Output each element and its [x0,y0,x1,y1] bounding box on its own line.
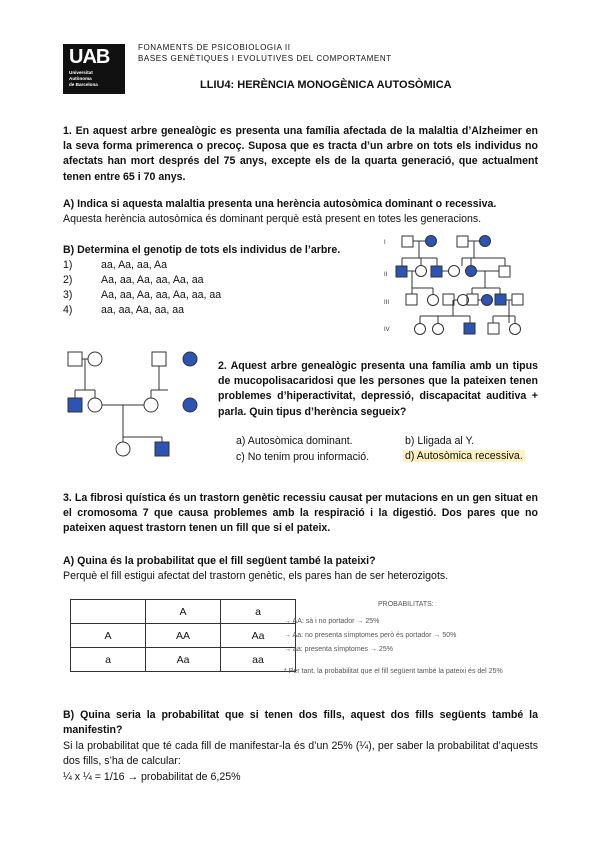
logo-line: de Barcelona [69,82,98,87]
male-affected [464,323,475,334]
male-unaffected [512,294,523,305]
probability-note: * Per tant, la probabilitat que el fill següent també la pateixi és del 25% [284,668,503,675]
q1a-answer: Aquesta herència autosòmica és dominant perquè està present en totes les generacions. [63,213,482,225]
female-unaffected [510,324,521,335]
punnett-cell: A [71,624,146,648]
punnett-cell: a [71,648,146,672]
genotype-text: aa, Aa, aa, Aa [101,259,167,271]
q2-option-a[interactable]: a) Autosòmica dominant. [236,435,353,447]
genotype-num: 3) [63,289,73,301]
punnett-cell: aa [221,648,296,672]
female-unaffected [88,398,102,412]
q3b-answer: Si la probabilitat que té cada fill de manifestar-la és d’un 25% (¼), per saber la probabilitat d’aquests dos fills, s’ha de calcular: [63,740,538,768]
genotype-num: 1) [63,259,73,271]
punnett-cell [71,600,146,624]
q2-option-b[interactable]: b) Lligada al Y. [405,435,475,447]
course-subtitle: BASES GENÈTIQUES I EVOLUTIVES DEL COMPORTAMENT [138,54,392,63]
genotype-text: Aa, aa, Aa, aa, Aa, aa, aa [101,289,222,301]
genotype-num: 4) [63,304,73,316]
female-affected [183,398,197,412]
female-unaffected [415,324,426,335]
male-affected [396,266,407,277]
female-unaffected [88,352,102,366]
female-affected [480,236,491,247]
female-affected [183,352,197,366]
logo-line: Universitat [69,70,93,75]
q2-option-c[interactable]: c) No tenim prou informació. [236,451,370,463]
q1b-question: B) Determina el genotip de tots els individus de l’arbre. [63,244,341,256]
female-affected [426,236,437,247]
punnett-cell: A [146,600,221,624]
punnett-cell: AA [146,624,221,648]
q3b-calculation: ¼ x ¼ = 1/16 → probabilitat de 6,25% [63,771,241,783]
male-unaffected [488,323,499,334]
male-affected [155,442,169,456]
probability-item: → Aa: no presenta símptomes però és portador → 50% [284,632,457,639]
generation-label: II [384,272,388,278]
punnett-cell: a [221,600,296,624]
pedigree-chart-mucopolysaccharidosis [60,345,210,463]
female-unaffected [449,266,460,277]
female-unaffected [144,398,158,412]
q1-statement: 1. En aquest arbre genealògic es presenta una família afectada de la malaltia d’Alzheimer en la seva forma primerenca o precoç. Suposa que es tracta d’un arbre on tots els individus no afectats han mort després del 75 anys, excepte els de la quarta generació, que actualment tenen entre 65 i 70 anys. [63,125,538,183]
genotype-text: aa, aa, Aa, aa, aa [101,304,185,316]
generation-label: III [384,300,390,306]
genotype-text: Aa, aa, Aa, aa, Aa, aa [101,274,204,286]
punnett-cell: Aa [146,648,221,672]
uab-logo [63,44,125,94]
male-unaffected [402,236,413,247]
male-unaffected [68,352,82,366]
punnett-square [70,599,296,672]
generation-label: I [384,240,386,246]
probability-item: → aa: presenta símptomes → 25% [284,646,393,653]
male-unaffected [499,266,510,277]
logo-mark: UAB [69,46,110,68]
q3a-answer: Perquè el fill estigui afectat del trastorn genètic, els pares han de ser heterozigots. [63,570,449,582]
female-unaffected [433,324,444,335]
q3b-question: B) Quina seria la probabilitat que si tenen dos fills, aquest dos fills següents també la manifestin? [63,709,538,737]
pedigree-chart-alzheimer [375,228,540,346]
male-affected [68,398,82,412]
punnett-cell: Aa [221,624,296,648]
male-affected [431,266,442,277]
female-unaffected [116,442,130,456]
course-title: FONAMENTS DE PSICOBIOLOGIA II [138,43,291,52]
generation-label: IV [384,327,390,333]
male-unaffected [457,236,468,247]
male-affected [495,294,506,305]
logo-line: Autònoma [69,76,92,81]
female-unaffected [428,295,439,306]
q1a-question: A) Indica si aquesta malaltia presenta una herència autosòmica dominant o recessiva. [63,198,497,210]
female-affected [466,266,477,277]
male-unaffected [443,294,454,305]
q3a-question: A) Quina és la probabilitat que el fill següent també la pateixi? [63,555,376,567]
female-affected [482,295,493,306]
page-title: LLIU4: HERÈNCIA MONOGÈNICA AUTOSÒMICA [200,79,452,91]
q2-statement: 2. Aquest arbre genealògic presenta una família amb un tipus de mucopolisacaridosi que les persones que la pateixen tenen problemes d’hiperactivitat, depressió, discapacitat auditiva + parla. Quin tipus d’herència segueix? [218,360,538,418]
male-unaffected [152,352,166,366]
male-unaffected [406,294,417,305]
female-unaffected [416,266,427,277]
probability-item: → AA: sà i no portador → 25% [284,618,380,625]
q2-option-d-selected[interactable]: d) Autosòmica recessiva. [405,450,523,462]
probabilities-title: PROBABILITATS: [378,601,434,608]
genotype-num: 2) [63,274,73,286]
q3-statement: 3. La fibrosi quística és un trastorn genètic recessiu causat per mutacions en un gen situat en el cromosoma 7 que causa problemes amb la respiració i la digestió. Dos pares que no pateixen aquest trastorn tenen un fill que si el pateix. [63,492,538,535]
